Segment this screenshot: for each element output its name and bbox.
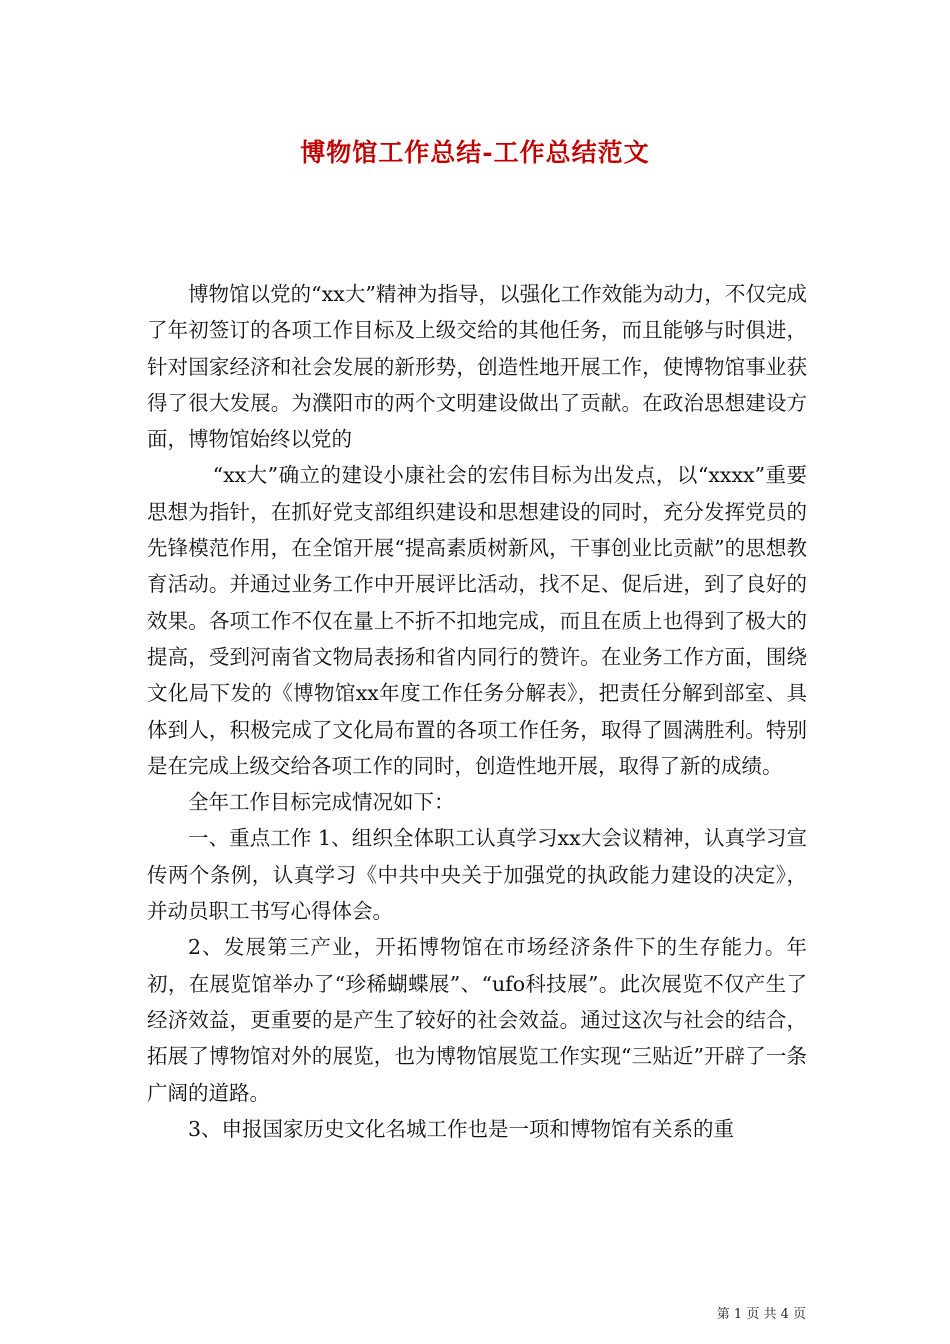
paragraph-4: 一、重点工作 1、组织全体职工认真学习xx大会议精神，认真学习宣传两个条例，认真学习《中共中央关于加强党的执政能力建设的决定》，并动员职工书写心得体会。: [147, 826, 807, 924]
paragraph-1: 博物馆以党的“xx大”精神为指导，以强化工作效能为动力，不仅完成了年初签订的各项工作目标及上级交给的其他任务，而且能够与时俱进，针对国家经济和社会发展的新形势，创造性地开展工作，使博物馆事业获得了很大发展。为濮阳市的两个文明建设做出了贡献。在政治思想建设方面，博物馆始终以党的: [147, 282, 807, 452]
document-title: 博物馆工作总结-工作总结范文: [300, 138, 650, 167]
paragraph-3: 全年工作目标完成情况如下：: [188, 790, 455, 815]
paragraph-5: 2、发展第三产业，开拓博物馆在市场经济条件下的生存能力。年初，在展览馆举办了“珍稀蝴蝶展”、“ufo科技展”。此次展览不仅产生了经济效益，更重要的是产生了较好的社会效益。通过这次与社会的结合，拓展了博物馆对外的展览，也为博物馆展览工作实现“三贴近”开辟了一条广阔的道路。: [147, 935, 807, 1105]
paragraph-6: 3、申报国家历史文化名城工作也是一项和博物馆有关系的重: [188, 1116, 735, 1141]
paragraph-2: “xx大”确立的建设小康社会的宏伟目标为出发点，以“xxxx”重要思想为指针，在抓好党支部组织建设和思想建设的同时，充分发挥党员的先锋模范作用，在全馆开展“提高素质树新风，干事创业比贡献”的思想教育活动。并通过业务工作中开展评比活动，找不足、促后进，到了良好的效果。各项工作不仅在量上不折不扣地完成，而且在质上也得到了极大的提高，受到河南省文物局表扬和省内同行的赞许。在业务工作方面，围绕文化局下发的《博物馆xx年度工作任务分解表》，把责任分解到部室、具体到人，积极完成了文化局布置的各项工作任务，取得了圆满胜利。特别是在完成上级交给各项工作的同时，创造性地开展，取得了新的成绩。: [147, 463, 807, 778]
page-number-footer: 第 1 页 共 4 页: [716, 1307, 806, 1322]
document-body: [147, 276, 807, 1147]
